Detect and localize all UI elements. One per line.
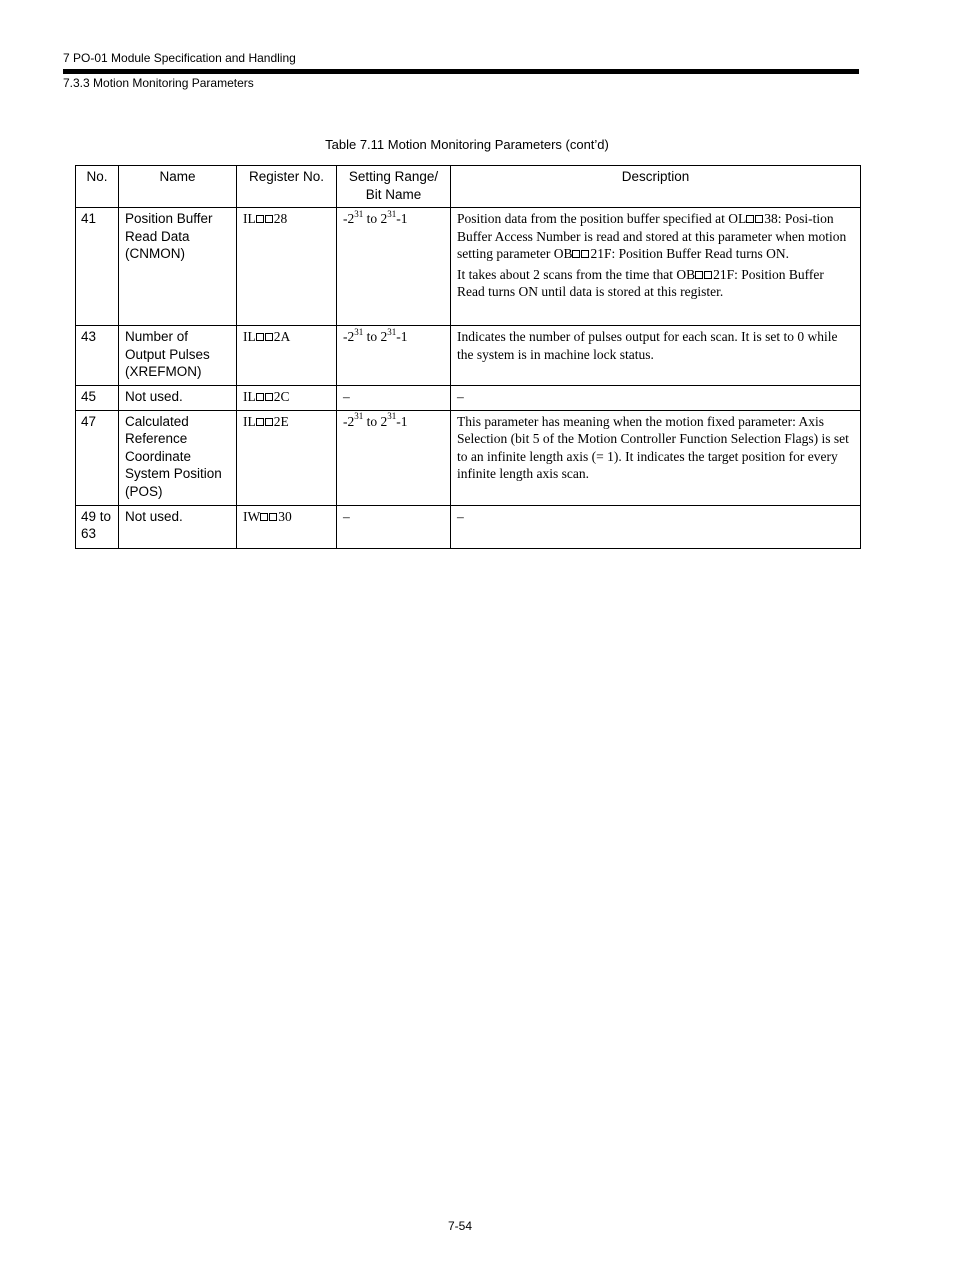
range-exponent: 31 bbox=[387, 208, 397, 219]
description-paragraph bbox=[457, 210, 854, 263]
register-suffix: 2A bbox=[273, 329, 291, 344]
range-mid: to 2 bbox=[363, 413, 388, 429]
row-register bbox=[237, 505, 337, 548]
col-header-range-line1: Setting Range/ bbox=[348, 169, 439, 184]
col-header-no: No. bbox=[76, 166, 119, 208]
col-header-description: Description bbox=[451, 166, 861, 208]
range-exponent: 31 bbox=[354, 208, 364, 219]
row-range: – bbox=[337, 505, 451, 548]
header-rule bbox=[63, 69, 859, 74]
row-name: Not used. bbox=[119, 505, 237, 548]
placeholder-square-icon bbox=[695, 271, 703, 279]
desc-text: 38: Posi-tion Buffer Access Number is read and stored at this parameter when motion setting parameter OB bbox=[457, 211, 847, 261]
placeholder-square-icon bbox=[256, 215, 264, 223]
register-prefix: IW bbox=[243, 508, 261, 524]
placeholder-square-icon bbox=[746, 215, 754, 223]
table-caption: Table 7.11 Motion Monitoring Parameters (cont’d) bbox=[325, 137, 609, 152]
desc-text: 21F: Position Buffer Read turns ON until data is stored at this register. bbox=[457, 266, 824, 299]
range-tail: -1 bbox=[396, 413, 408, 429]
placeholder-square-icon bbox=[581, 250, 589, 258]
col-header-range bbox=[337, 166, 451, 208]
chapter-header: 7 PO-01 Module Specification and Handling bbox=[63, 51, 296, 65]
row-register bbox=[237, 208, 337, 326]
row-register bbox=[237, 385, 337, 410]
range-exponent: 31 bbox=[354, 326, 364, 337]
desc-text: 21F: Position Buffer Read turns ON. bbox=[590, 246, 789, 261]
row-range bbox=[337, 410, 451, 505]
placeholder-square-icon bbox=[265, 333, 273, 341]
row-name: Position Buffer Read Data (CNMON) bbox=[119, 208, 237, 326]
row-description: This parameter has meaning when the motion fixed parameter: Axis Selection (bit 5 of the Motion Controller Function Selection Flags) is set to an infinite length axis (= 1). It indicates the target position for every infinite length axis scan. bbox=[451, 410, 861, 505]
range-exponent: 31 bbox=[387, 411, 397, 421]
col-header-register: Register No. bbox=[237, 166, 337, 208]
row-register bbox=[237, 410, 337, 505]
motion-monitoring-parameters-table bbox=[75, 165, 861, 549]
row-range bbox=[337, 208, 451, 326]
row-description: – bbox=[451, 385, 861, 410]
range-tail: -1 bbox=[396, 329, 408, 344]
description-paragraph bbox=[457, 266, 854, 301]
table-row bbox=[76, 505, 861, 548]
row-name: Number of Output Pulses (XREFMON) bbox=[119, 326, 237, 386]
range-tail: -1 bbox=[396, 211, 408, 226]
range-mid: to 2 bbox=[363, 329, 388, 344]
row-description: – bbox=[451, 505, 861, 548]
register-prefix: IL bbox=[243, 388, 256, 404]
row-no: 43 bbox=[76, 326, 119, 386]
row-no: 47 bbox=[76, 410, 119, 505]
register-suffix: 30 bbox=[278, 508, 292, 524]
placeholder-square-icon bbox=[265, 418, 273, 426]
row-range bbox=[337, 326, 451, 386]
placeholder-square-icon bbox=[265, 215, 273, 223]
placeholder-square-icon bbox=[704, 271, 712, 279]
register-suffix: 2C bbox=[273, 388, 290, 404]
table-row bbox=[76, 208, 861, 326]
table-row bbox=[76, 326, 861, 386]
row-register bbox=[237, 326, 337, 386]
desc-text: Position data from the position buffer specified at OL bbox=[457, 211, 747, 226]
range-mid: to 2 bbox=[363, 211, 388, 226]
range-exponent: 31 bbox=[354, 411, 364, 421]
row-description bbox=[451, 208, 861, 326]
placeholder-square-icon bbox=[260, 513, 268, 521]
desc-text: It takes about 2 scans from the time that OB bbox=[457, 266, 696, 282]
row-name: Calculated Reference Coordinate System Position (POS) bbox=[119, 410, 237, 505]
range-base: -2 bbox=[343, 329, 355, 344]
row-description: Indicates the number of pulses output for each scan. It is set to 0 while the system is in machine lock status. bbox=[451, 326, 861, 386]
row-name: Not used. bbox=[119, 385, 237, 410]
range-base: -2 bbox=[343, 211, 355, 226]
register-suffix: 28 bbox=[273, 211, 288, 226]
table-row bbox=[76, 385, 861, 410]
page-number: 7-54 bbox=[447, 1219, 473, 1233]
placeholder-square-icon bbox=[572, 250, 580, 258]
row-no: 49 to 63 bbox=[76, 505, 119, 548]
placeholder-square-icon bbox=[755, 215, 763, 223]
register-suffix: 2E bbox=[273, 413, 289, 429]
table-header-row bbox=[76, 166, 861, 208]
col-header-name: Name bbox=[119, 166, 237, 208]
placeholder-square-icon bbox=[256, 393, 264, 401]
range-exponent: 31 bbox=[387, 326, 397, 337]
table-row bbox=[76, 410, 861, 505]
range-base: -2 bbox=[343, 413, 355, 429]
placeholder-square-icon bbox=[256, 333, 264, 341]
placeholder-square-icon bbox=[265, 393, 273, 401]
placeholder-square-icon bbox=[269, 513, 277, 521]
placeholder-square-icon bbox=[256, 418, 264, 426]
section-header: 7.3.3 Motion Monitoring Parameters bbox=[63, 76, 254, 90]
row-range: – bbox=[337, 385, 451, 410]
register-prefix: IL bbox=[243, 413, 256, 429]
register-prefix: IL bbox=[243, 211, 256, 226]
register-prefix: IL bbox=[243, 329, 256, 344]
row-no: 41 bbox=[76, 208, 119, 326]
row-no: 45 bbox=[76, 385, 119, 410]
col-header-range-line2: Bit Name bbox=[365, 187, 422, 202]
